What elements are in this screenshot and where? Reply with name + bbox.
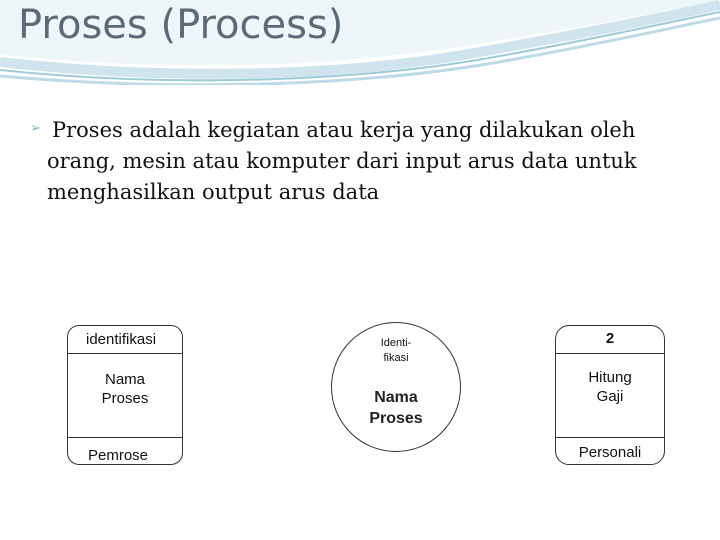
paragraph-line: Proses adalah kegiatan atau kerja yang dilakukan oleh bbox=[52, 118, 636, 142]
connector-dash: – bbox=[268, 345, 274, 359]
divider bbox=[556, 437, 664, 438]
header-contoh: Contoh bbox=[575, 262, 637, 283]
process-id-label: Identi- fikasi bbox=[380, 337, 412, 364]
process-number: 2 bbox=[605, 330, 615, 347]
header-gane-sarson: Gane & Sarson bbox=[58, 262, 188, 283]
bullet-arrow-icon: ➢ bbox=[30, 121, 41, 136]
divider bbox=[68, 353, 182, 354]
yourdon-process-symbol bbox=[331, 322, 461, 452]
slide-title: Proses (Process) bbox=[18, 2, 344, 48]
example-process-symbol bbox=[555, 325, 665, 465]
process-unit-label: Pemrose bbox=[88, 447, 149, 464]
gane-sarson-process-symbol bbox=[67, 325, 183, 465]
connector-atau: ATAU bbox=[236, 389, 277, 406]
process-id-label: identifikasi bbox=[86, 331, 157, 348]
definition-paragraph bbox=[47, 115, 707, 208]
process-name-label: Hitung Gaji bbox=[588, 369, 632, 405]
process-name-label: Nama Proses bbox=[369, 389, 423, 427]
process-name-label: Nama Proses bbox=[101, 371, 149, 407]
divider bbox=[68, 437, 182, 438]
divider bbox=[556, 353, 664, 354]
paragraph-line: menghasilkan output arus data bbox=[47, 180, 380, 204]
process-unit-label: Personali bbox=[578, 444, 642, 461]
paragraph-line: orang, mesin atau komputer dari input arus data untuk bbox=[47, 149, 637, 173]
header-yourdon: Yourdon bbox=[362, 262, 433, 283]
